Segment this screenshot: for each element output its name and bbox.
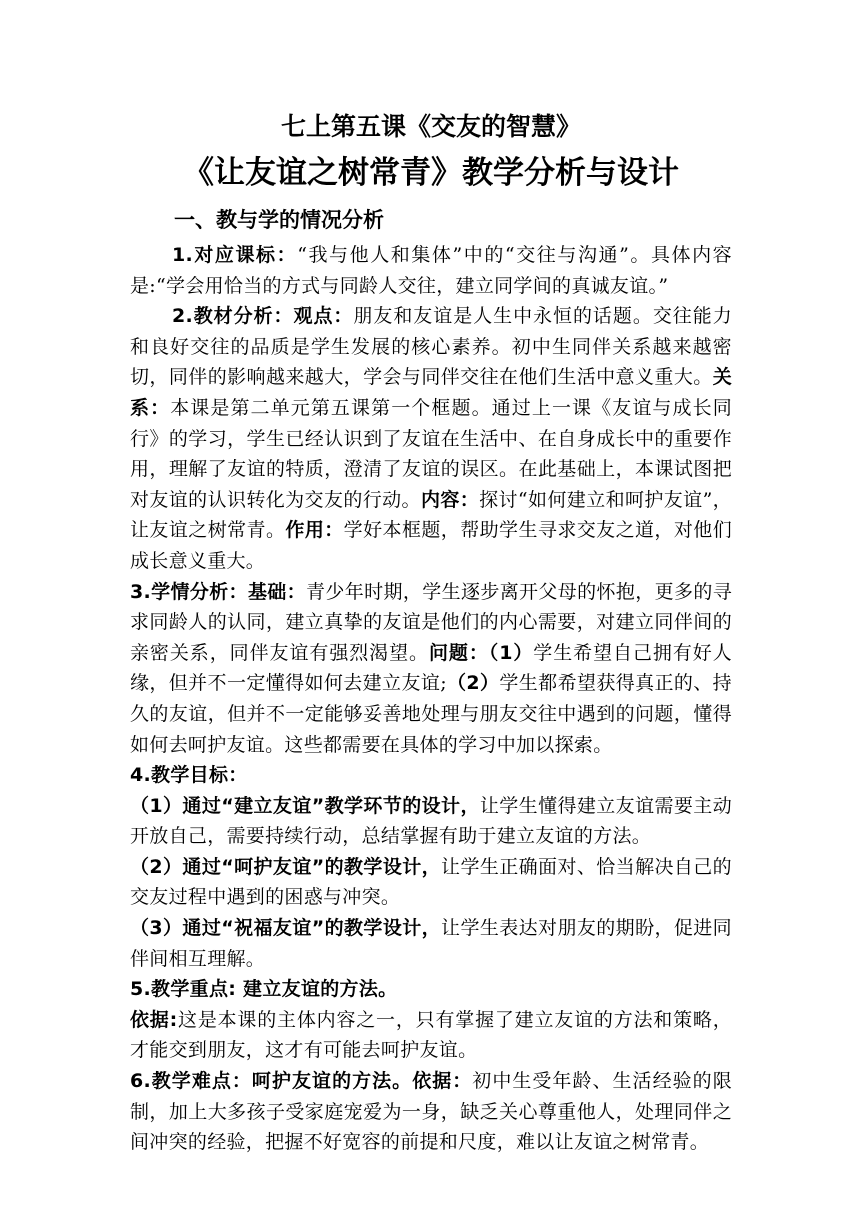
item5-label: 5.教学重点: 建立友谊的方法。 bbox=[130, 978, 398, 1001]
item-difficulty bbox=[130, 1066, 732, 1158]
item4-label: 4.教学目标： bbox=[130, 764, 248, 787]
goal-item bbox=[130, 852, 732, 913]
effect-text: 学好本框题，帮助学生寻求交友之道，对他们成长意义重大。 bbox=[130, 519, 732, 572]
item-key-point bbox=[130, 974, 732, 1005]
relation-label: 关系： bbox=[130, 366, 732, 419]
relation-text: 本课是第二单元第五课第一个框题。通过上一课《友谊与成长同行》的学习，学生已经认识到了友谊在生活中、在自身成长中的重要作用，理解了友谊的特质，澄清了友谊的误区。在此基础上，本课试图把对友谊的认识转化为交友的行动。 bbox=[130, 396, 732, 511]
item-curriculum-standard bbox=[130, 240, 732, 301]
effect-label: 作用： bbox=[285, 519, 344, 542]
problem1-number: （1） bbox=[488, 641, 534, 664]
item2-label: 2.教材分析： bbox=[172, 305, 294, 328]
goal1-bold: （1）通过“建立友谊”教学环节的设计， bbox=[130, 794, 480, 817]
item-textbook-analysis bbox=[130, 301, 732, 576]
item6-text: 初中生受年龄、生活经验的限制，加上大多孩子受家庭宠爱为一身，缺乏关心尊重他人，处理同伴之间冲突的经验，把握不好宽容的前提和尺度，难以让友谊之树常青。 bbox=[130, 1070, 732, 1154]
item-teaching-goals-heading bbox=[130, 760, 732, 791]
section-heading: 一、教与学的情况分析 bbox=[174, 208, 384, 232]
item1-label: 1.对应课标： bbox=[172, 244, 298, 266]
goal3-bold: （3）通过“祝福友谊”的教学设计， bbox=[130, 917, 442, 940]
item5-basis-text: 这是本课的主体内容之一，只有掌握了建立友谊的方法和策略，才能交到朋友，这才有可能去呵护友谊。 bbox=[130, 1008, 733, 1062]
basis-label: 基础： bbox=[247, 580, 307, 603]
goal-item bbox=[130, 913, 732, 974]
course-title: 七上第五课《交友的智慧》 bbox=[280, 112, 581, 141]
problem1-text: 学生希望自己拥有好人缘，但并不一定懂得如何去建立友谊; bbox=[130, 641, 732, 695]
item6-label: 6.教学难点：呵护友谊的方法。依据： bbox=[130, 1070, 473, 1093]
key-point-basis bbox=[130, 1005, 732, 1066]
goal1-text: 让学生懂得建立友谊需要主动开放自己，需要持续行动，总结掌握有助于建立友谊的方法。 bbox=[130, 794, 732, 848]
item3-label: 3.学情分析： bbox=[130, 580, 248, 603]
basis-text: 青少年时期，学生逐步离开父母的怀抱，更多的寻求同龄人的认同，建立真挚的友谊是他们的内心需要，对建立同伴间的亲密关系，同伴友谊有强烈渴望。 bbox=[130, 580, 733, 664]
item5-basis-label: 依据: bbox=[130, 1008, 178, 1031]
item-learner-analysis bbox=[130, 577, 732, 761]
problem-label: 问题： bbox=[428, 641, 489, 664]
content-label: 内容： bbox=[420, 488, 480, 511]
problem2-text: 学生都希望获得真正的、持久的友谊，但并不一定能够妥善地处理与朋友交往中遇到的问题，懂得如何去呵护友谊。这些都需要在具体的学习中加以探索。 bbox=[130, 672, 732, 756]
item1-text: “我与他人和集体”中的“交往与沟通”。具体内容是:“学会用恰当的方式与同龄人交往，建立同学间的真诚友谊。” bbox=[130, 244, 732, 297]
goal2-bold: （2）通过“呵护友谊”的教学设计， bbox=[130, 855, 442, 878]
content-text: 探讨“如何建立和呵护友谊”，让友谊之树常青。 bbox=[130, 488, 732, 542]
goal2-text: 让学生正确面对、恰当解决自己的交友过程中遇到的困惑与冲突。 bbox=[130, 855, 732, 909]
goal-item bbox=[130, 791, 732, 852]
viewpoint-text: 朋友和友谊是人生中永恒的话题。交往能力和良好交往的品质是学生发展的核心素养。初中生同伴关系越来越密切，同伴的影响越来越大，学会与同伴交往在他们生活中意义重大。 bbox=[130, 305, 733, 389]
lesson-title: 《让友谊之树常青》教学分析与设计 bbox=[183, 155, 679, 191]
viewpoint-label: 观点： bbox=[293, 305, 354, 328]
problem2-number: （2） bbox=[446, 672, 500, 695]
goal3-text: 让学生表达对朋友的期盼，促进同伴间相互理解。 bbox=[130, 917, 732, 970]
